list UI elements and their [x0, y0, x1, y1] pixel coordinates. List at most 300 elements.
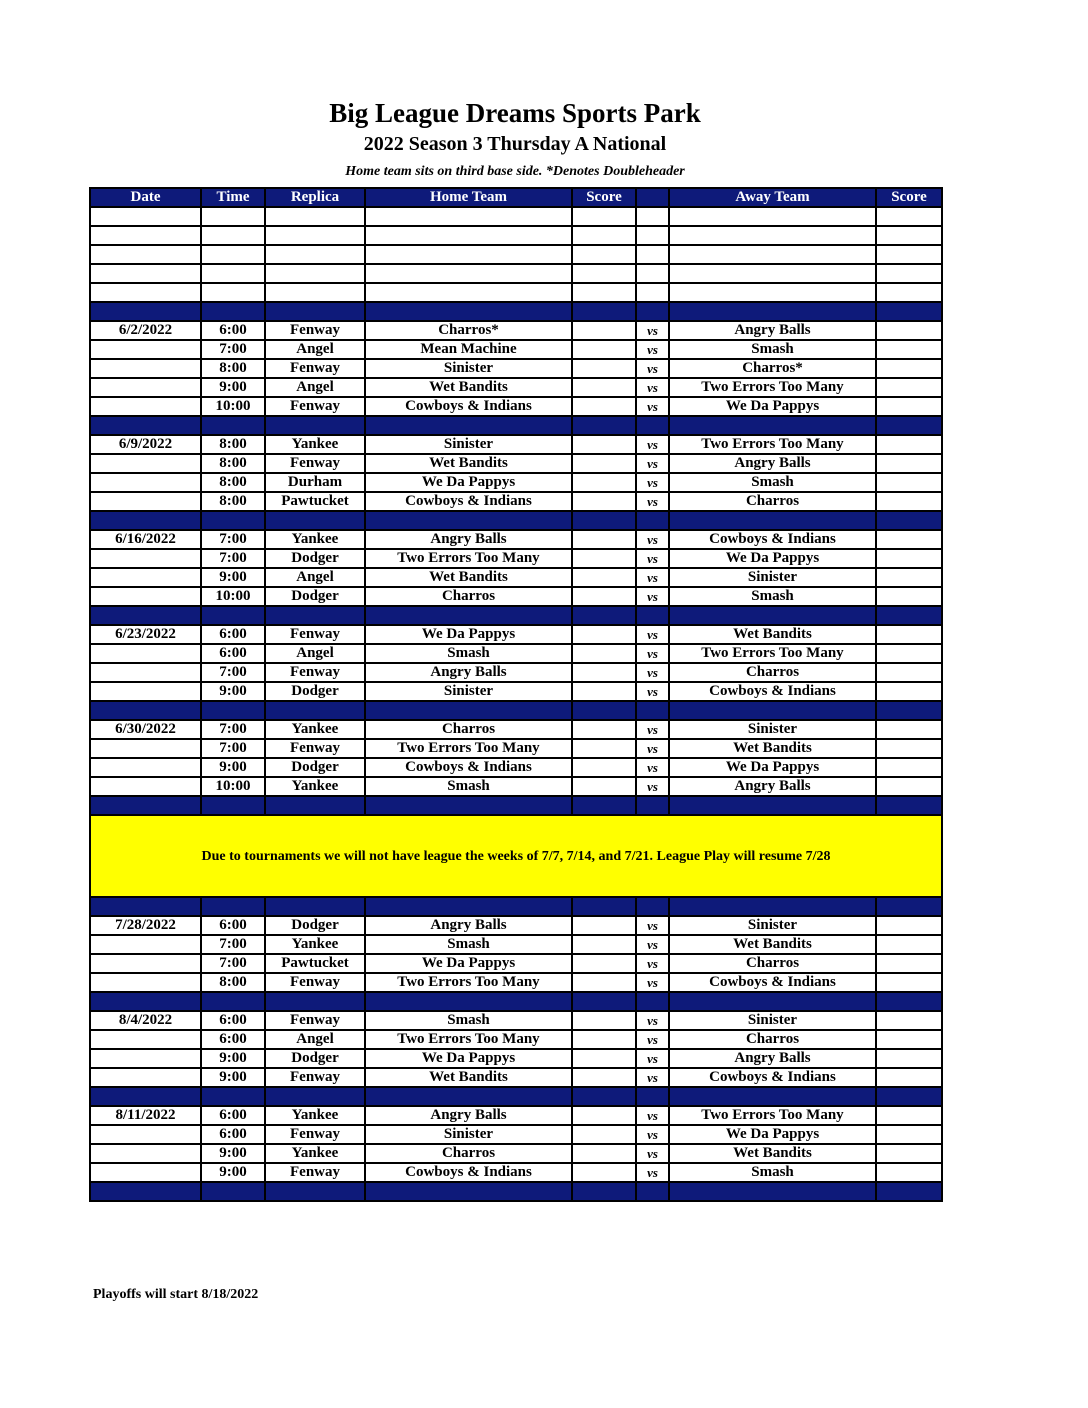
game-row	[90, 340, 942, 359]
vs-label: vs	[636, 359, 669, 378]
game-time: 10:00	[201, 397, 265, 416]
separator-cell	[265, 701, 365, 720]
col-header-date: Date	[90, 188, 201, 207]
game-row	[90, 530, 942, 549]
game-replica: Pawtucket	[265, 492, 365, 511]
vs-label: vs	[636, 644, 669, 663]
separator-cell	[876, 796, 942, 815]
game-row	[90, 321, 942, 340]
empty-cell	[636, 264, 669, 283]
game-replica: Dodger	[265, 587, 365, 606]
game-time: 9:00	[201, 1068, 265, 1087]
away-team: Sinister	[669, 568, 876, 587]
separator-cell	[365, 701, 572, 720]
separator-cell	[201, 511, 265, 530]
separator-cell	[572, 302, 636, 321]
home-score	[572, 973, 636, 992]
game-row	[90, 1068, 942, 1087]
separator-cell	[265, 1182, 365, 1201]
away-score	[876, 549, 942, 568]
home-score	[572, 1049, 636, 1068]
away-score	[876, 625, 942, 644]
game-date	[90, 644, 201, 663]
home-score	[572, 1030, 636, 1049]
away-team: Sinister	[669, 1011, 876, 1030]
home-team: Angry Balls	[365, 663, 572, 682]
away-team: Charros	[669, 492, 876, 511]
empty-cell	[669, 207, 876, 226]
away-team: Smash	[669, 1163, 876, 1182]
empty-cell	[365, 245, 572, 264]
game-row	[90, 625, 942, 644]
empty-cell	[201, 207, 265, 226]
game-row	[90, 492, 942, 511]
game-row	[90, 682, 942, 701]
game-date	[90, 1125, 201, 1144]
away-score	[876, 1163, 942, 1182]
home-team: Cowboys & Indians	[365, 758, 572, 777]
game-replica: Fenway	[265, 739, 365, 758]
game-date: 7/28/2022	[90, 916, 201, 935]
vs-label: vs	[636, 739, 669, 758]
separator-row	[90, 416, 942, 435]
game-row	[90, 1011, 942, 1030]
game-date	[90, 549, 201, 568]
vs-label: vs	[636, 473, 669, 492]
vs-label: vs	[636, 1163, 669, 1182]
home-score	[572, 568, 636, 587]
game-time: 9:00	[201, 1144, 265, 1163]
home-team: Wet Bandits	[365, 568, 572, 587]
separator-cell	[572, 606, 636, 625]
away-score	[876, 1049, 942, 1068]
vs-label: vs	[636, 454, 669, 473]
separator-cell	[669, 992, 876, 1011]
game-date	[90, 492, 201, 511]
separator-cell	[572, 1182, 636, 1201]
separator-cell	[90, 1087, 201, 1106]
game-date	[90, 378, 201, 397]
game-row	[90, 397, 942, 416]
col-header-time: Time	[201, 188, 265, 207]
game-replica: Yankee	[265, 1106, 365, 1125]
home-team: Sinister	[365, 1125, 572, 1144]
game-row	[90, 378, 942, 397]
empty-cell	[265, 283, 365, 302]
empty-cell	[636, 245, 669, 264]
home-score	[572, 340, 636, 359]
game-row	[90, 359, 942, 378]
away-team: Smash	[669, 587, 876, 606]
home-team: Two Errors Too Many	[365, 973, 572, 992]
away-team: Charros	[669, 1030, 876, 1049]
away-score	[876, 777, 942, 796]
home-score	[572, 777, 636, 796]
home-team: Cowboys & Indians	[365, 492, 572, 511]
separator-cell	[572, 992, 636, 1011]
separator-cell	[572, 897, 636, 916]
separator-cell	[265, 897, 365, 916]
game-time: 6:00	[201, 644, 265, 663]
empty-cell	[365, 283, 572, 302]
home-team: Charros	[365, 587, 572, 606]
game-date	[90, 682, 201, 701]
home-team: Two Errors Too Many	[365, 739, 572, 758]
separator-cell	[201, 302, 265, 321]
away-score	[876, 663, 942, 682]
home-score	[572, 935, 636, 954]
vs-label: vs	[636, 682, 669, 701]
empty-row	[90, 283, 942, 302]
vs-label: vs	[636, 378, 669, 397]
game-time: 9:00	[201, 568, 265, 587]
playoffs-note: Playoffs will start 8/18/2022	[93, 1287, 259, 1302]
game-time: 9:00	[201, 1049, 265, 1068]
empty-row	[90, 264, 942, 283]
separator-row	[90, 897, 942, 916]
game-replica: Durham	[265, 473, 365, 492]
game-date: 6/23/2022	[90, 625, 201, 644]
separator-cell	[876, 1182, 942, 1201]
game-row	[90, 935, 942, 954]
game-row	[90, 758, 942, 777]
separator-cell	[669, 897, 876, 916]
game-replica: Dodger	[265, 758, 365, 777]
game-replica: Fenway	[265, 359, 365, 378]
away-team: Wet Bandits	[669, 935, 876, 954]
game-time: 9:00	[201, 758, 265, 777]
separator-cell	[636, 1182, 669, 1201]
game-replica: Dodger	[265, 916, 365, 935]
separator-cell	[265, 992, 365, 1011]
empty-cell	[365, 226, 572, 245]
game-date	[90, 454, 201, 473]
home-score	[572, 720, 636, 739]
empty-cell	[572, 264, 636, 283]
home-score	[572, 625, 636, 644]
game-replica: Fenway	[265, 1011, 365, 1030]
separator-row	[90, 1182, 942, 1201]
game-time: 6:00	[201, 625, 265, 644]
home-score	[572, 1011, 636, 1030]
separator-cell	[669, 701, 876, 720]
away-team: Charros*	[669, 359, 876, 378]
empty-cell	[572, 226, 636, 245]
away-score	[876, 1125, 942, 1144]
game-replica: Fenway	[265, 1163, 365, 1182]
empty-cell	[90, 245, 201, 264]
game-date	[90, 587, 201, 606]
away-score	[876, 916, 942, 935]
empty-cell	[876, 264, 942, 283]
separator-cell	[90, 897, 201, 916]
home-score	[572, 644, 636, 663]
empty-cell	[572, 245, 636, 264]
empty-cell	[265, 226, 365, 245]
home-team: Sinister	[365, 359, 572, 378]
game-row	[90, 1049, 942, 1068]
empty-cell	[201, 264, 265, 283]
game-time: 10:00	[201, 777, 265, 796]
away-team: Two Errors Too Many	[669, 644, 876, 663]
home-score	[572, 473, 636, 492]
separator-cell	[669, 1182, 876, 1201]
separator-cell	[265, 416, 365, 435]
vs-label: vs	[636, 935, 669, 954]
game-replica: Yankee	[265, 1144, 365, 1163]
separator-cell	[90, 796, 201, 815]
separator-cell	[572, 416, 636, 435]
game-date	[90, 1144, 201, 1163]
game-time: 6:00	[201, 321, 265, 340]
empty-cell	[572, 207, 636, 226]
away-score	[876, 720, 942, 739]
game-date: 6/16/2022	[90, 530, 201, 549]
game-replica: Dodger	[265, 549, 365, 568]
game-date	[90, 663, 201, 682]
separator-cell	[876, 302, 942, 321]
away-score	[876, 644, 942, 663]
away-team: We Da Pappys	[669, 1125, 876, 1144]
home-team: Smash	[365, 644, 572, 663]
game-replica: Dodger	[265, 1049, 365, 1068]
empty-cell	[876, 207, 942, 226]
away-score	[876, 1106, 942, 1125]
away-team: Angry Balls	[669, 321, 876, 340]
away-score	[876, 492, 942, 511]
away-team: Wet Bandits	[669, 739, 876, 758]
game-row	[90, 587, 942, 606]
game-row	[90, 954, 942, 973]
separator-cell	[669, 1087, 876, 1106]
home-score	[572, 530, 636, 549]
home-team: Wet Bandits	[365, 454, 572, 473]
away-team: Cowboys & Indians	[669, 1068, 876, 1087]
separator-cell	[876, 511, 942, 530]
game-row	[90, 454, 942, 473]
away-team: Smash	[669, 473, 876, 492]
separator-cell	[90, 992, 201, 1011]
home-score	[572, 1106, 636, 1125]
empty-cell	[265, 207, 365, 226]
empty-cell	[365, 207, 572, 226]
separator-cell	[876, 897, 942, 916]
separator-cell	[90, 606, 201, 625]
game-row	[90, 1030, 942, 1049]
game-time: 8:00	[201, 473, 265, 492]
away-score	[876, 378, 942, 397]
separator-cell	[265, 1087, 365, 1106]
separator-cell	[265, 302, 365, 321]
away-team: Smash	[669, 340, 876, 359]
vs-label: vs	[636, 321, 669, 340]
game-replica: Fenway	[265, 397, 365, 416]
home-team: Wet Bandits	[365, 378, 572, 397]
away-score	[876, 935, 942, 954]
vs-label: vs	[636, 1106, 669, 1125]
schedule-body	[90, 207, 942, 1201]
away-score	[876, 359, 942, 378]
away-team: Angry Balls	[669, 777, 876, 796]
separator-cell	[365, 302, 572, 321]
game-time: 9:00	[201, 378, 265, 397]
home-score	[572, 359, 636, 378]
game-date: 6/30/2022	[90, 720, 201, 739]
empty-cell	[365, 264, 572, 283]
separator-cell	[365, 1182, 572, 1201]
separator-cell	[636, 796, 669, 815]
separator-cell	[201, 796, 265, 815]
away-score	[876, 321, 942, 340]
empty-cell	[90, 283, 201, 302]
away-score	[876, 587, 942, 606]
home-team: Smash	[365, 935, 572, 954]
vs-label: vs	[636, 720, 669, 739]
game-replica: Yankee	[265, 720, 365, 739]
separator-cell	[636, 897, 669, 916]
game-date: 8/11/2022	[90, 1106, 201, 1125]
empty-cell	[265, 264, 365, 283]
separator-cell	[365, 897, 572, 916]
away-score	[876, 473, 942, 492]
separator-cell	[876, 416, 942, 435]
separator-cell	[201, 1182, 265, 1201]
empty-cell	[669, 283, 876, 302]
home-score	[572, 321, 636, 340]
separator-cell	[201, 897, 265, 916]
game-row	[90, 663, 942, 682]
game-replica: Dodger	[265, 682, 365, 701]
home-team: Two Errors Too Many	[365, 549, 572, 568]
separator-cell	[201, 701, 265, 720]
empty-cell	[90, 226, 201, 245]
home-score	[572, 492, 636, 511]
away-score	[876, 1068, 942, 1087]
empty-row	[90, 226, 942, 245]
game-row	[90, 549, 942, 568]
game-time: 8:00	[201, 454, 265, 473]
schedule-table	[89, 187, 943, 1202]
home-team: Sinister	[365, 435, 572, 454]
game-date	[90, 758, 201, 777]
game-replica: Yankee	[265, 530, 365, 549]
separator-cell	[636, 1087, 669, 1106]
game-date	[90, 777, 201, 796]
away-score	[876, 568, 942, 587]
game-row	[90, 720, 942, 739]
empty-cell	[876, 226, 942, 245]
empty-cell	[636, 283, 669, 302]
separator-cell	[365, 1087, 572, 1106]
vs-label: vs	[636, 530, 669, 549]
col-header-vs	[636, 188, 669, 207]
game-replica: Angel	[265, 1030, 365, 1049]
away-team: Cowboys & Indians	[669, 530, 876, 549]
away-team: Sinister	[669, 720, 876, 739]
empty-cell	[90, 264, 201, 283]
game-time: 7:00	[201, 954, 265, 973]
empty-cell	[669, 245, 876, 264]
separator-cell	[876, 992, 942, 1011]
game-replica: Fenway	[265, 321, 365, 340]
away-team: Wet Bandits	[669, 1144, 876, 1163]
separator-cell	[636, 416, 669, 435]
game-replica: Yankee	[265, 435, 365, 454]
empty-cell	[265, 245, 365, 264]
home-score	[572, 397, 636, 416]
vs-label: vs	[636, 397, 669, 416]
away-team: We Da Pappys	[669, 549, 876, 568]
separator-cell	[365, 511, 572, 530]
vs-label: vs	[636, 758, 669, 777]
vs-label: vs	[636, 1068, 669, 1087]
game-date	[90, 340, 201, 359]
empty-cell	[201, 283, 265, 302]
away-team: Sinister	[669, 916, 876, 935]
game-replica: Fenway	[265, 973, 365, 992]
game-time: 6:00	[201, 1030, 265, 1049]
separator-cell	[876, 1087, 942, 1106]
away-team: Two Errors Too Many	[669, 435, 876, 454]
game-replica: Angel	[265, 340, 365, 359]
game-time: 8:00	[201, 492, 265, 511]
separator-row	[90, 992, 942, 1011]
game-time: 7:00	[201, 340, 265, 359]
game-time: 7:00	[201, 739, 265, 758]
vs-label: vs	[636, 777, 669, 796]
game-date	[90, 954, 201, 973]
away-score	[876, 435, 942, 454]
vs-label: vs	[636, 568, 669, 587]
away-team: Wet Bandits	[669, 625, 876, 644]
away-score	[876, 739, 942, 758]
col-header-replica: Replica	[265, 188, 365, 207]
home-team: Cowboys & Indians	[365, 1163, 572, 1182]
away-team: Angry Balls	[669, 1049, 876, 1068]
game-time: 8:00	[201, 973, 265, 992]
separator-cell	[201, 416, 265, 435]
home-score	[572, 378, 636, 397]
vs-label: vs	[636, 916, 669, 935]
separator-cell	[572, 701, 636, 720]
vs-label: vs	[636, 435, 669, 454]
home-team: Smash	[365, 777, 572, 796]
away-score	[876, 1011, 942, 1030]
tournament-notice: Due to tournaments we will not have league the weeks of 7/7, 7/14, and 7/21. League Play will resume 7/28	[90, 815, 942, 897]
empty-cell	[90, 207, 201, 226]
game-row	[90, 916, 942, 935]
separator-cell	[669, 511, 876, 530]
game-row	[90, 1125, 942, 1144]
separator-row	[90, 302, 942, 321]
vs-label: vs	[636, 549, 669, 568]
game-replica: Angel	[265, 644, 365, 663]
home-score	[572, 587, 636, 606]
game-replica: Yankee	[265, 935, 365, 954]
separator-cell	[365, 992, 572, 1011]
away-team: We Da Pappys	[669, 397, 876, 416]
empty-cell	[669, 226, 876, 245]
away-score	[876, 454, 942, 473]
home-team: Charros	[365, 720, 572, 739]
separator-cell	[572, 511, 636, 530]
home-team: Angry Balls	[365, 1106, 572, 1125]
game-date	[90, 1030, 201, 1049]
home-team: Charros*	[365, 321, 572, 340]
vs-label: vs	[636, 1030, 669, 1049]
separator-cell	[90, 416, 201, 435]
game-replica: Yankee	[265, 777, 365, 796]
